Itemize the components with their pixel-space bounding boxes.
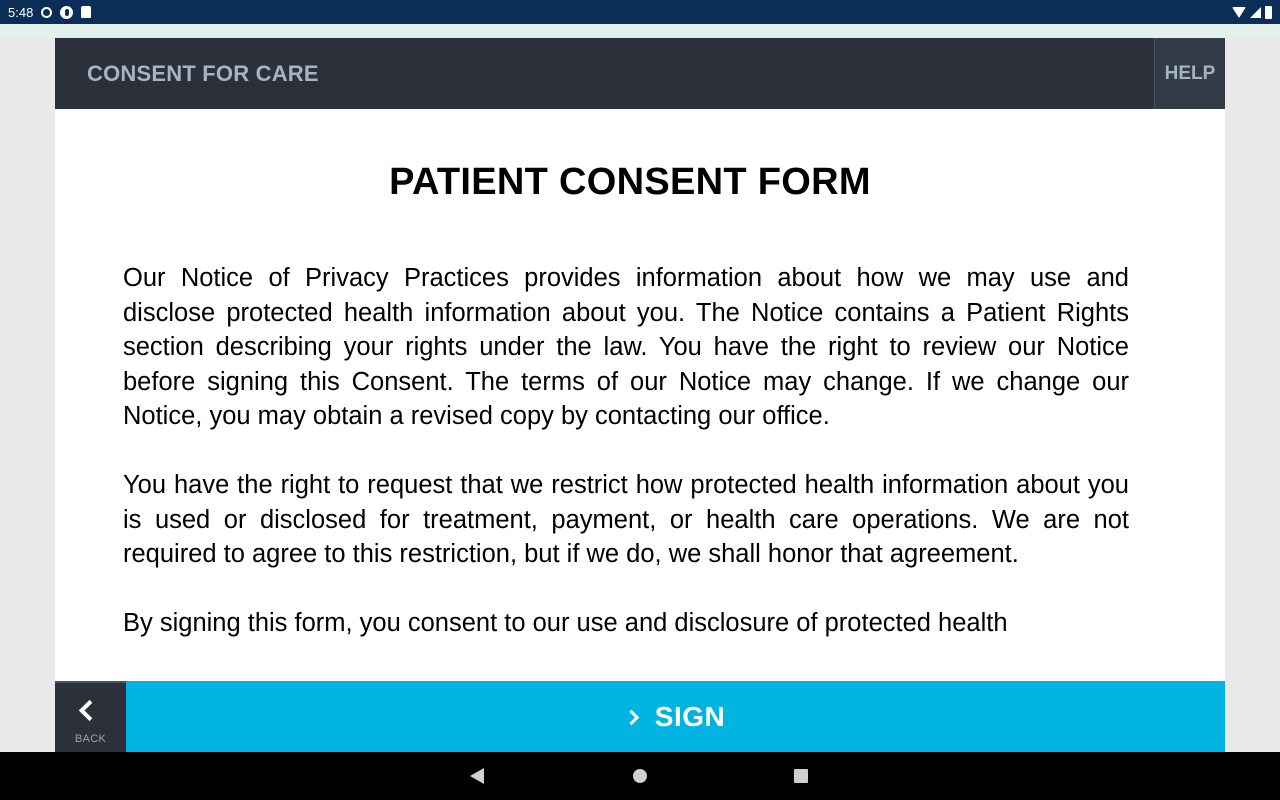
battery-icon xyxy=(1265,6,1272,19)
chevron-left-icon xyxy=(79,700,100,721)
status-left-group xyxy=(8,5,91,20)
nav-back-icon[interactable] xyxy=(470,768,484,784)
paragraph-consent: By signing this form, you consent to our use and disclosure of protected health xyxy=(123,609,1008,637)
data-saver-icon xyxy=(60,6,73,19)
app-window xyxy=(55,38,1225,752)
sd-card-icon xyxy=(81,6,91,18)
system-nav-bar xyxy=(0,752,1280,800)
nav-home-icon[interactable] xyxy=(633,769,647,783)
sign-label: SIGN xyxy=(654,700,726,732)
app-header xyxy=(55,38,1225,109)
back-button[interactable] xyxy=(55,681,126,752)
status-bar xyxy=(0,0,1280,24)
ring-icon xyxy=(41,7,52,18)
top-strip xyxy=(0,24,1280,38)
page-title: CONSENT FOR CARE xyxy=(87,61,319,86)
document-body xyxy=(123,261,1129,675)
nav-recents-icon[interactable] xyxy=(794,769,808,783)
document-title: PATIENT CONSENT FORM xyxy=(389,161,871,203)
sign-button[interactable] xyxy=(126,681,1225,752)
consent-content[interactable] xyxy=(55,109,1225,681)
signal-icon xyxy=(1250,7,1261,18)
status-right-group xyxy=(1232,6,1272,19)
status-time: 5:48 xyxy=(8,4,34,20)
wifi-icon xyxy=(1232,7,1246,18)
help-button[interactable]: HELP xyxy=(1154,38,1225,109)
chevron-right-icon xyxy=(623,710,639,726)
paragraph-privacy-notice: Our Notice of Privacy Practices provides information about how we may use and disclose protected health information about you. The Notice contains a Patient Rights section describing your rights under the law. You have the right to review our Notice before signing this Consent. The terms of our Notice may change. If we change our Notice, you may obtain a revised copy by contacting our office. xyxy=(123,264,1129,430)
paragraph-restriction-right: You have the right to request that we restrict how protected health information about you is used or disclosed for treatment, payment, or health care operations. We are not required to agree to this restriction, but if we do, we shall honor that agreement. xyxy=(123,471,1129,568)
back-label: BACK xyxy=(74,733,107,745)
